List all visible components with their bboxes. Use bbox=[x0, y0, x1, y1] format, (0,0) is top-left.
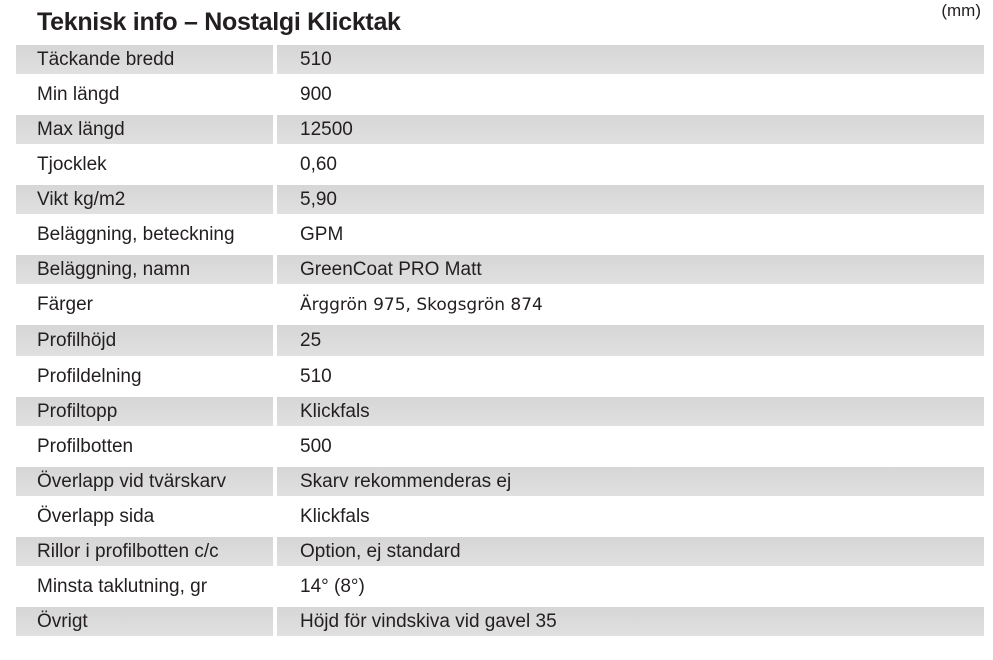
table-row bbox=[16, 607, 984, 636]
table-row bbox=[16, 502, 984, 531]
table-row bbox=[16, 432, 984, 461]
unit-label: (mm) bbox=[941, 1, 981, 20]
table-row bbox=[16, 150, 984, 179]
row-value: 0,60 bbox=[300, 153, 337, 175]
table-row bbox=[16, 185, 984, 214]
row-label: Överlapp sida bbox=[37, 505, 155, 527]
row-value: 510 bbox=[300, 365, 332, 387]
row-value: 500 bbox=[300, 435, 332, 457]
row-value: 900 bbox=[300, 83, 332, 105]
row-label: Min längd bbox=[37, 83, 120, 105]
row-value: 510 bbox=[277, 45, 984, 74]
row-label: Profildelning bbox=[37, 365, 142, 387]
row-value: Klickfals bbox=[300, 505, 370, 527]
row-label: Beläggning, namn bbox=[16, 255, 273, 284]
table-row bbox=[16, 537, 984, 566]
row-label: Färger bbox=[37, 293, 93, 315]
row-label: Rillor i profilbotten c/c bbox=[16, 537, 273, 566]
row-label: Minsta taklutning, gr bbox=[37, 575, 208, 597]
row-label: Max längd bbox=[16, 115, 273, 144]
row-label: Täckande bredd bbox=[16, 45, 273, 74]
row-label: Tjocklek bbox=[37, 153, 107, 175]
table-row bbox=[16, 45, 984, 74]
row-value: Option, ej standard bbox=[277, 537, 984, 566]
row-value: Skarv rekommenderas ej bbox=[277, 467, 984, 496]
row-value: 25 bbox=[277, 325, 984, 356]
table-row bbox=[16, 220, 984, 249]
table-row bbox=[16, 572, 984, 601]
row-value: 14° (8°) bbox=[300, 575, 365, 597]
row-label: Profilhöjd bbox=[16, 325, 273, 356]
table-row bbox=[16, 325, 984, 356]
table-row bbox=[16, 362, 984, 391]
row-value: 12500 bbox=[277, 115, 984, 144]
row-label: Profiltopp bbox=[16, 397, 273, 426]
table-row bbox=[16, 255, 984, 284]
table-row bbox=[16, 290, 984, 319]
row-label: Profilbotten bbox=[37, 435, 134, 457]
page-title: Teknisk info – Nostalgi Klicktak bbox=[37, 8, 401, 36]
row-value: GPM bbox=[300, 223, 344, 245]
table-row bbox=[16, 467, 984, 496]
table-row bbox=[16, 115, 984, 144]
table-row bbox=[16, 397, 984, 426]
table-row bbox=[16, 80, 984, 109]
row-label: Vikt kg/m2 bbox=[16, 185, 273, 214]
row-label: Övrigt bbox=[16, 607, 273, 636]
row-value: 5,90 bbox=[277, 185, 984, 214]
row-value: Ärggrön 975, Skogsgrön 874 bbox=[300, 294, 543, 315]
row-value: Höjd för vindskiva vid gavel 35 bbox=[277, 607, 984, 636]
row-value: Klickfals bbox=[277, 397, 984, 426]
row-label: Överlapp vid tvärskarv bbox=[16, 467, 273, 496]
row-value: GreenCoat PRO Matt bbox=[277, 255, 984, 284]
row-label: Beläggning, beteckning bbox=[37, 223, 235, 245]
spec-table bbox=[16, 45, 984, 642]
